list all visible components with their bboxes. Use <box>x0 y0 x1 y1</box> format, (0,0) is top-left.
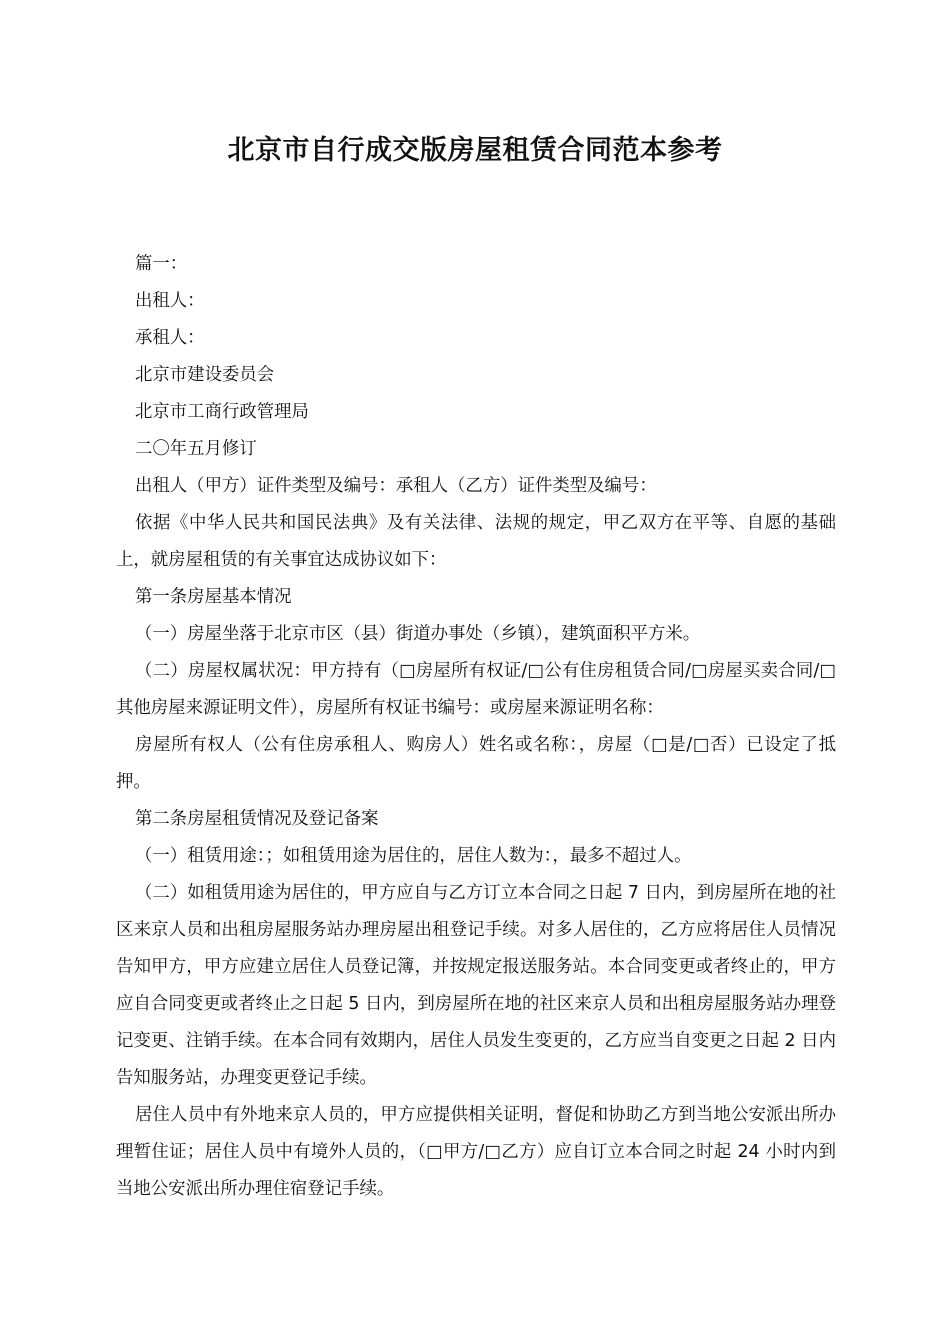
paragraph: 第二条房屋租赁情况及登记备案 <box>135 809 379 829</box>
paragraph: 出租人： <box>135 291 205 311</box>
paragraph: 居住人员中有外地来京人员的，甲方应提供相关证明，督促和协助乙方到当地公安派出所办理暂住证；居住人员中有境外人员的，（□甲方/□乙方）应自订立本合同之时起 24 小时内到当地公安派出所办理住宿登记手续。 <box>116 1105 836 1199</box>
paragraph: 承租人： <box>135 328 205 348</box>
paragraph: （一）租赁用途：；如租赁用途为居住的，居住人数为：，最多不超过人。 <box>135 846 692 866</box>
paragraph: 依据《中华人民共和国民法典》及有关法律、法规的规定，甲乙双方在平等、自愿的基础上，就房屋租赁的有关事宜达成协议如下： <box>116 513 836 570</box>
paragraph: （一）房屋坐落于北京市区（县）街道办事处（乡镇），建筑面积平方米。 <box>135 624 701 644</box>
paragraph: 篇一： <box>135 254 188 274</box>
paragraph: （二）如租赁用途为居住的，甲方应自与乙方订立本合同之日起 7 日内，到房屋所在地的社区来京人员和出租房屋服务站办理房屋出租登记手续。对多人居住的，乙方应将居住人员情况告知甲方，甲方应建立居住人员登记簿，并按规定报送服务站。本合同变更或者终止的，甲方应自合同变更或者终止之日起 5 日内，到房屋所在地的社区来京人员和出租房屋服务站办理登记变更、注销手续。在本合同有效期内，居住人员发生变更的，乙方应当自变更之日起 2 日内告知服务站，办理变更登记手续。 <box>116 883 836 1088</box>
paragraph: 北京市工商行政管理局 <box>135 402 309 422</box>
paragraph: 房屋所有权人（公有住房承租人、购房人）姓名或名称：，房屋（□是/□否）已设定了抵押。 <box>116 735 836 792</box>
paragraph: 北京市建设委员会 <box>135 365 275 385</box>
paragraph: 二〇年五月修订 <box>135 439 257 459</box>
paragraph: 第一条房屋基本情况 <box>135 587 292 607</box>
paragraph: 出租人（甲方）证件类型及编号：承租人（乙方）证件类型及编号： <box>135 476 657 496</box>
document-body <box>116 246 836 1208</box>
document-title: 北京市自行成交版房屋租赁合同范本参考 <box>227 135 723 166</box>
paragraph: （二）房屋权属状况：甲方持有（□房屋所有权证/□公有住房租赁合同/□房屋买卖合同/□其他房屋来源证明文件），房屋所有权证书编号：或房屋来源证明名称： <box>116 661 836 718</box>
